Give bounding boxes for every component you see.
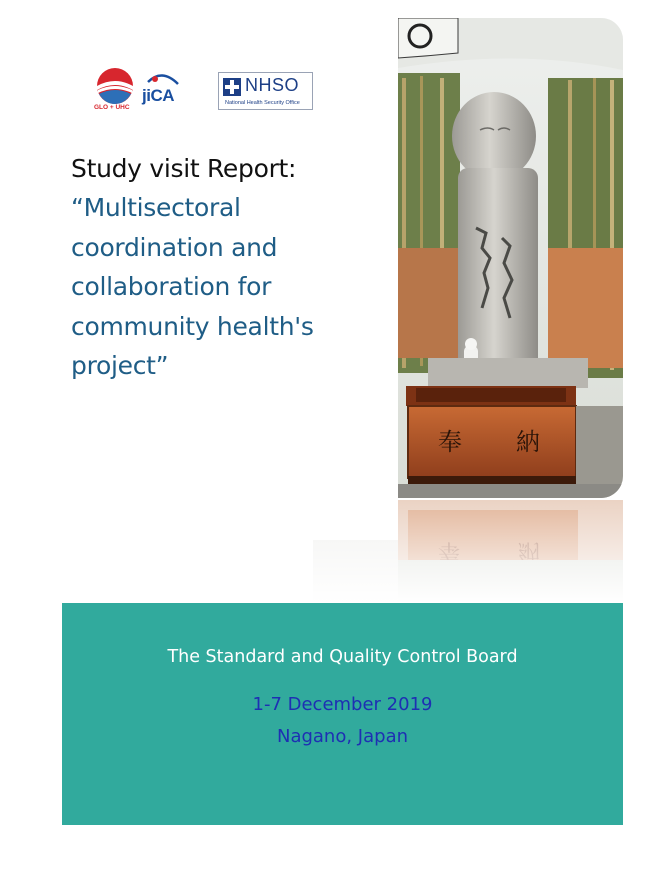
cover-photo <box>398 18 623 498</box>
offering-box-label-left: 奉 <box>438 428 462 456</box>
visit-date: 1-7 December 2019 <box>252 694 433 715</box>
report-title: Study visit Report: <box>71 154 297 183</box>
board-name: The Standard and Quality Control Board <box>167 647 518 667</box>
visit-place: Nagano, Japan <box>276 726 409 747</box>
report-subtitle-line-5: project” <box>71 351 169 380</box>
nhso-logo-subtitle: National Health Security Office <box>225 100 300 106</box>
glo-uhc-logo-text: GLO + UHC <box>94 104 130 111</box>
jica-logo-text: jiCA <box>142 86 174 105</box>
report-subtitle-line-4: community health's <box>71 311 314 341</box>
offering-box-label-right: 納 <box>516 428 540 456</box>
report-subtitle-line-1: “Multisectoral <box>71 193 241 222</box>
nhso-logo <box>218 72 313 110</box>
report-title-block <box>71 150 381 386</box>
photo-reflection <box>313 500 623 603</box>
report-subtitle-line-2: coordination and <box>71 232 278 262</box>
report-subtitle-line-3: collaboration for <box>71 272 272 301</box>
nhso-logo-title: NHSO <box>245 75 300 95</box>
nhso-cross-icon <box>223 78 241 96</box>
footer-band <box>62 603 623 825</box>
